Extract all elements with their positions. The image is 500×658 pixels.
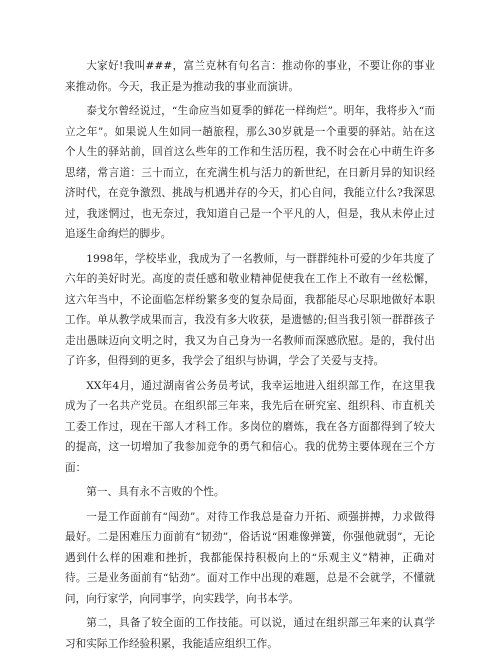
paragraph-point-one-heading: 第一、具有永不言败的个性。 (86, 486, 225, 498)
paragraph-tagore: 泰戈尔曾经说过，“生命应当如夏季的鲜花一样绚烂”。明年，我将步入“而立之年”。如果说人生如同一趟旅程，那么30岁就是一个重要的驿站。站在这个人生的驿站前，回首这么些年的工作和生活历程，我不时会在心中萌生许多思绪，常言道：三十而立，在充满生机与活力的新世纪，在日新月异的知识经济时代，在竞争激烈、挑战与机遇并存的今天，扪心自问，我能立什么?我深思过，我迷惘过，也无奈过，我知道自己是一个平凡的人，但是，我从未停止过追逐生命绚烂的脚步。 (65, 105, 435, 240)
document-body (65, 56, 435, 658)
paragraph-greeting: 大家好!我叫###，富兰克林有句名言：推动你的事业，不要让你的事业来推动你。今天，我正是为推动我的事业而演讲。 (65, 60, 435, 93)
paragraph-teacher: 1998年，学校毕业，我成为了一名教师，与一群群纯朴可爱的少年共度了六年的美好时光。高度的责任感和敬业精神促使我在工作上不敢有一丝松懈，这六年当中，不论面临怎样纷繁多变的复杂局面，我都能尽心尽职地做好本职工作。单从教学成果而言，我没有多大收获，是遗憾的;但当我引领一群群孩子走出愚昧迈向文明之时，我又为自己身为一名教师而深感欣慰。是的，我付出了许多，但得到的更多，我学会了组织与协调，学会了关爱与支持。 (65, 252, 435, 367)
paragraph-point-one-detail: 一是工作面前有“闯劲”。对待工作我总是奋力开拓、顽强拼搏，力求做得最好。二是困难压力面前有“韧劲”，俗话说“困难像弹簧，你强他就弱”，无论遇到什么样的困难和挫折，我都能保持积极向上的“乐观主义”精神，正确对待。三是业务面前有“钻劲”。面对工作中出现的难题，总是不会就学，不懂就问，向行家学，向同事学，向实践学，向书本学。 (65, 510, 435, 605)
paragraph-organization: XX年4月，通过湖南省公务员考试，我幸运地进入组织部工作，在这里我成为了一名共产党员。在组织部三年来，我先后在研究室、组织科、市直机关工委工作过，现在干部人才科工作。多岗位的磨炼，我在各方面都得到了较大的提高，这一切增加了我参加竞争的勇气和信心。我的优势主要体现在三个方面： (65, 379, 435, 474)
paragraph-point-two: 第二，具备了较全面的工作技能。可以说，通过在组织部三年来的认真学习和实际工作经验积累，我能适应组织工作。 (65, 617, 435, 650)
